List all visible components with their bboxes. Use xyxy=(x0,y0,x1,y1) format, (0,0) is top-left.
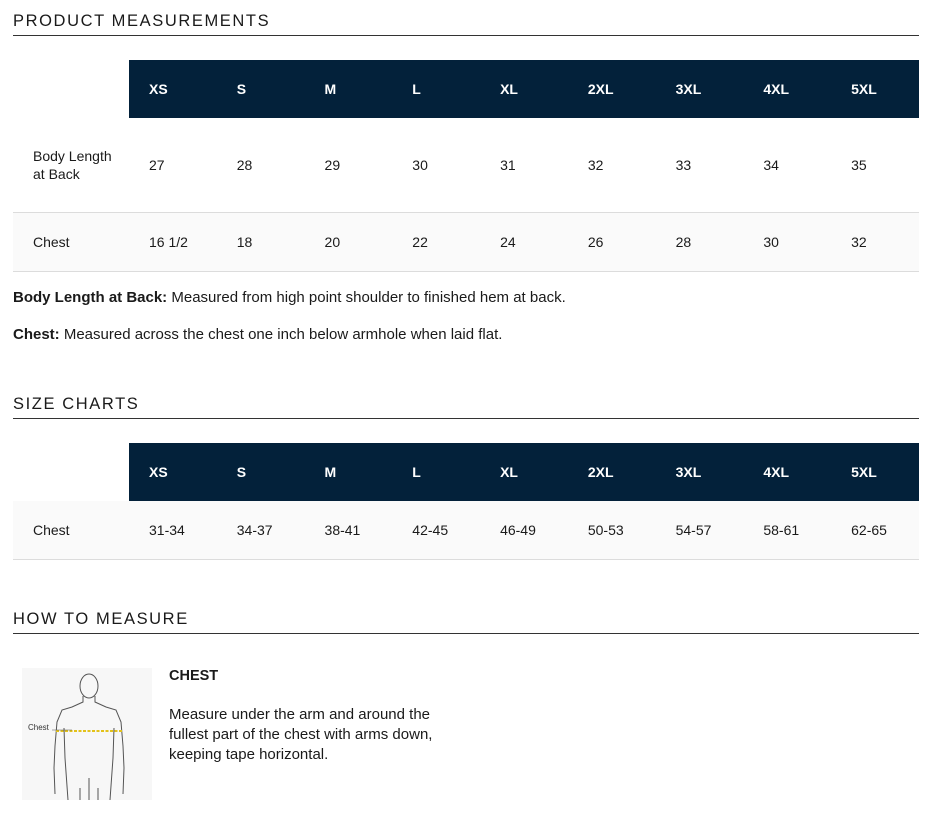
size-header-xl: XL xyxy=(480,443,568,501)
size-header-xl: XL xyxy=(480,60,568,118)
size-header-m: M xyxy=(305,443,393,501)
table-cell: 33 xyxy=(656,118,744,213)
size-header-row xyxy=(13,443,919,501)
header-blank-cell xyxy=(13,443,129,501)
note-text: Measured across the chest one inch below armhole when laid flat. xyxy=(59,326,503,343)
table-cell: 28 xyxy=(656,213,744,272)
table-cell: 34-37 xyxy=(217,501,305,560)
row-label-chest: Chest xyxy=(13,213,129,272)
header-blank-cell xyxy=(13,60,129,118)
table-cell: 18 xyxy=(217,213,305,272)
size-header-4xl: 4XL xyxy=(743,60,831,118)
table-cell: 27 xyxy=(129,118,217,213)
measure-instructions: Measure under the arm and around the fullest part of the chest with arms down, keeping tape horizontal. xyxy=(169,706,433,763)
table-cell: 29 xyxy=(305,118,393,213)
table-cell: 30 xyxy=(392,118,480,213)
size-header-3xl: 3XL xyxy=(656,443,744,501)
table-cell: 26 xyxy=(568,213,656,272)
product-measurements-title: PRODUCT MEASUREMENTS xyxy=(13,11,919,36)
note-chest xyxy=(13,326,502,343)
size-header-5xl: 5XL xyxy=(831,60,919,118)
size-header-l: L xyxy=(392,443,480,501)
table-cell: 24 xyxy=(480,213,568,272)
measure-heading: CHEST xyxy=(169,668,219,684)
table-cell: 34 xyxy=(743,118,831,213)
table-cell: 54-57 xyxy=(656,501,744,560)
table-cell: 20 xyxy=(305,213,393,272)
chest-measure-figure xyxy=(22,668,152,800)
size-charts-table xyxy=(13,443,919,560)
table-cell: 62-65 xyxy=(831,501,919,560)
table-cell: 31-34 xyxy=(129,501,217,560)
table-cell: 32 xyxy=(568,118,656,213)
note-text: Measured from high point shoulder to finished hem at back. xyxy=(167,289,566,306)
note-body-length xyxy=(13,289,566,306)
size-header-m: M xyxy=(305,60,393,118)
table-row xyxy=(13,501,919,560)
product-measurements-table xyxy=(13,60,919,272)
how-to-measure-title: HOW TO MEASURE xyxy=(13,609,919,634)
figure-chest-label: Chest xyxy=(28,723,49,732)
note-term: Body Length at Back: xyxy=(13,289,168,306)
size-header-xs: XS xyxy=(129,60,217,118)
note-term: Chest: xyxy=(13,326,60,343)
table-cell: 38-41 xyxy=(305,501,393,560)
size-header-5xl: 5XL xyxy=(831,443,919,501)
size-header-s: S xyxy=(217,60,305,118)
size-header-2xl: 2XL xyxy=(568,443,656,501)
size-header-s: S xyxy=(217,443,305,501)
table-cell: 58-61 xyxy=(743,501,831,560)
table-cell: 50-53 xyxy=(568,501,656,560)
size-header-3xl: 3XL xyxy=(656,60,744,118)
torso-outline-icon xyxy=(22,668,152,800)
table-cell: 30 xyxy=(743,213,831,272)
table-row xyxy=(13,118,919,213)
row-label-chest: Chest xyxy=(13,501,129,560)
size-header-4xl: 4XL xyxy=(743,443,831,501)
size-header-xs: XS xyxy=(129,443,217,501)
row-label-body-length: Body Length at Back xyxy=(13,118,129,213)
table-cell: 42-45 xyxy=(392,501,480,560)
size-header-2xl: 2XL xyxy=(568,60,656,118)
size-header-l: L xyxy=(392,60,480,118)
size-charts-title: SIZE CHARTS xyxy=(13,394,919,419)
table-cell: 32 xyxy=(831,213,919,272)
table-cell: 22 xyxy=(392,213,480,272)
table-cell: 28 xyxy=(217,118,305,213)
table-cell: 35 xyxy=(831,118,919,213)
table-cell: 16 1/2 xyxy=(129,213,217,272)
table-cell: 46-49 xyxy=(480,501,568,560)
size-header-row xyxy=(13,60,919,118)
table-cell: 31 xyxy=(480,118,568,213)
table-row xyxy=(13,213,919,272)
